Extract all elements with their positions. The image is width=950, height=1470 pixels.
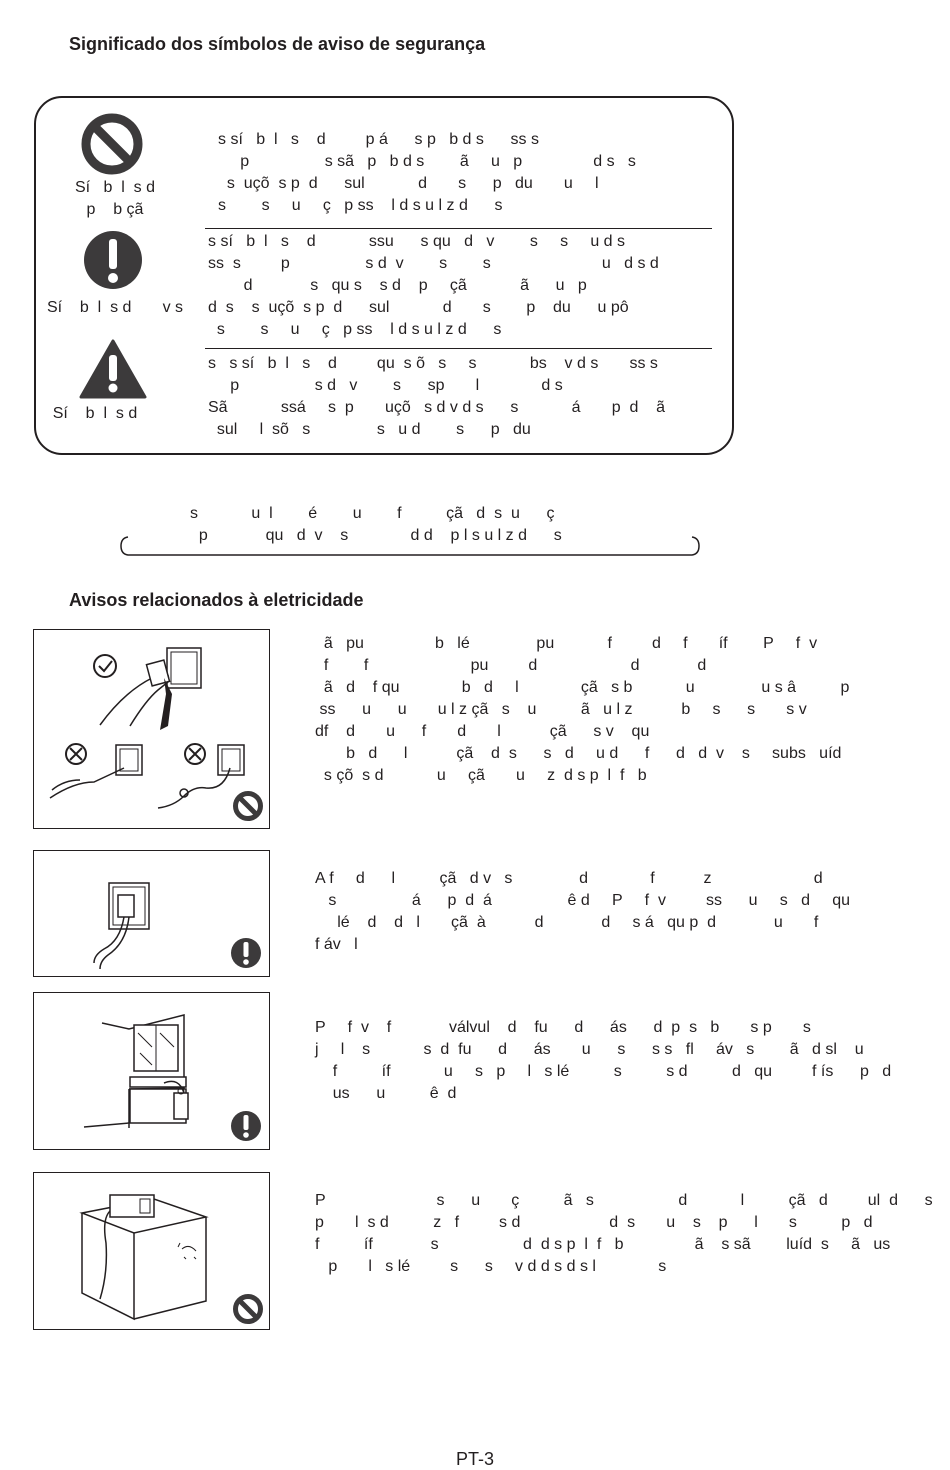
warning-icon <box>78 338 148 400</box>
warning-text-4: P s u ç ã s d l çã d ul d s p l s d z f s d d s u s p l s p d f íf s d d s p l f b ã s sã luíd s ã us p l s lé s s v d d s d s l s <box>315 1192 933 1275</box>
prohibition-icon <box>81 113 143 175</box>
note-bracket <box>120 535 700 557</box>
warning-symbol-description: s s sí b l s d qu s õ s s bs v d s ss s p s d v s sp l d s Sã ssá s p uçõ s d v d s s á p d ã sul l sõ s s u d s p du <box>208 355 666 438</box>
safety-note: s u l é u f çã d s u ç p qu d v s d d p l s u l z d s <box>190 505 562 544</box>
mandatory-icon <box>230 1110 262 1142</box>
warning-text-2: A f d l çã d v s d f z d s á p d á ê d P f v ss u s d qu lé d d l çã à d d s á qu p d u f f áv l <box>315 870 850 953</box>
warning-text-3: P f v f válvul d fu d ás d p s b s p s j l s s d fu d ás u s s s fl áv s ã d sl u f íf u s p l s lé s s d d qu f ís p d us u ê d <box>315 1019 892 1102</box>
section-heading-safety-symbols: Significado dos símbolos de aviso de segurança <box>69 34 486 54</box>
divider <box>205 228 712 229</box>
mandatory-icon <box>230 937 262 969</box>
figure-socket-connection <box>33 850 270 977</box>
warning-symbol-label: Sí b l s d <box>52 405 138 422</box>
section-heading-electricity: Avisos relacionados à eletricidade <box>69 590 364 610</box>
prohibition-symbol-label: Sí b l s d p b çã <box>74 179 156 218</box>
figure-appliance-on-unit <box>33 1172 270 1330</box>
figure-gas-leak <box>33 992 270 1150</box>
mandatory-symbol-label: Sí b l s d v s <box>46 299 184 316</box>
page-number: PT-3 <box>455 1449 494 1469</box>
mandatory-icon <box>83 230 143 290</box>
warning-text-1: ã pu b lé pu f d f íf P f v f f pu d d d ã d f qu b d l çã s b u u s â p ss u u u l z çã s u ã u l z b s s s v df d u f d l çã s v qu b d l çã d s s d u d f d d v s subs uíd s çõ s d u çã u z d s p l f b <box>315 635 850 784</box>
prohibition-symbol-description: s sí b l s d p á s p b d s ss s p s sã p b d s ã u p d s s s uçõ s p d sul d s p du u l s s u ç p ss l d s u l z d s <box>218 131 636 214</box>
prohibition-icon <box>232 1293 264 1325</box>
figure-plug-removal <box>33 629 270 829</box>
prohibition-icon <box>232 790 264 822</box>
divider <box>205 348 712 349</box>
mandatory-symbol-description: s sí b l s d ssu s qu d v s s u d s ss s p s d v s s u d s d d s qu s s d p çã ã u p d s s uçõ s p d sul d s p du u pô s s u ç p ss l d s u l z d s <box>208 233 659 338</box>
